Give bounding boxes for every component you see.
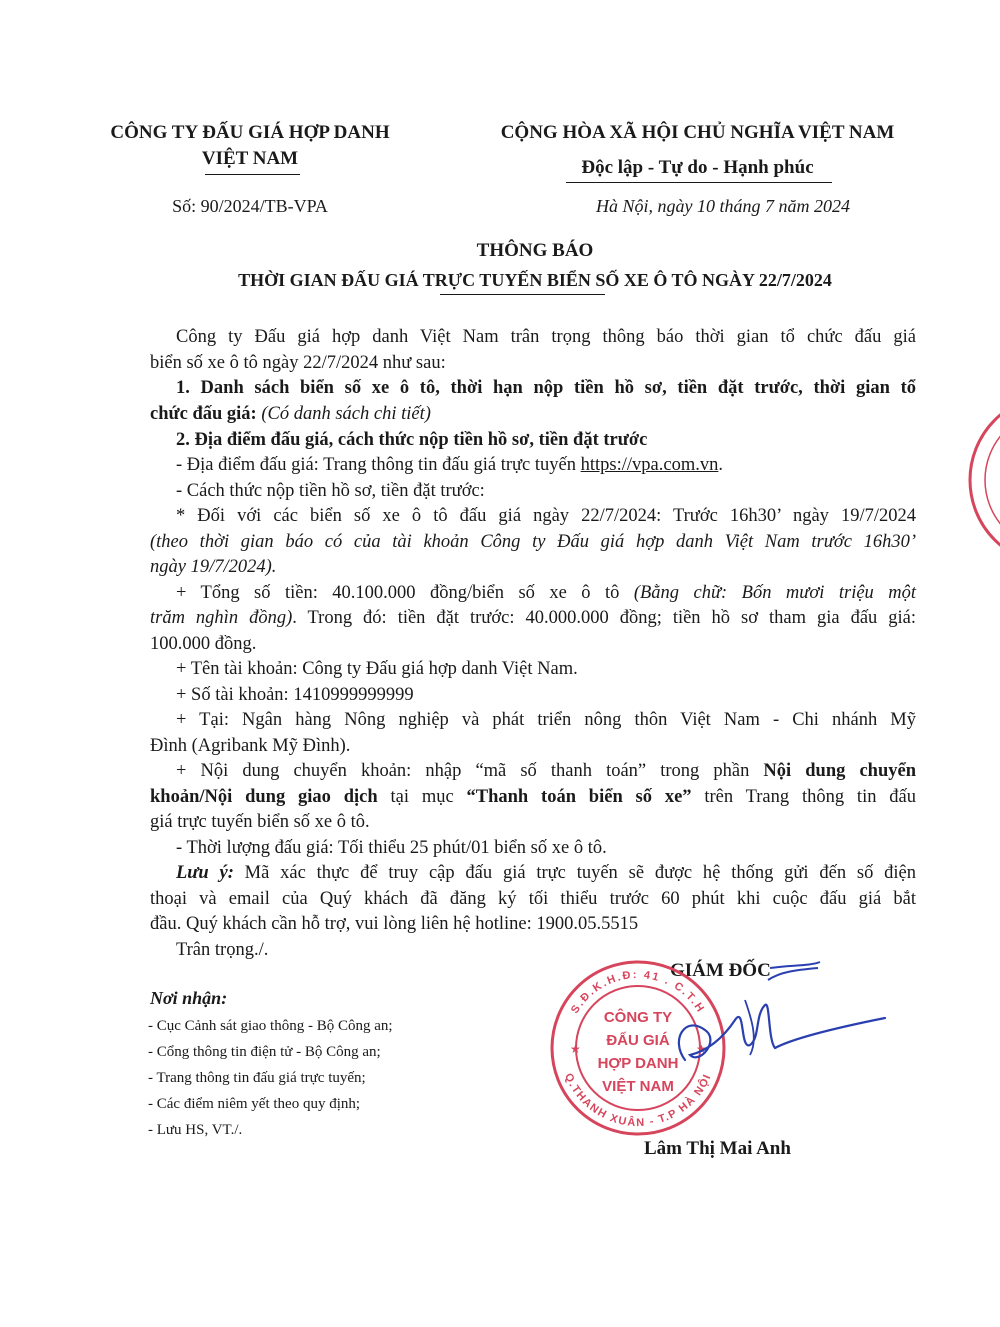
stamp-star: ★	[696, 1042, 707, 1056]
deadline-line-3: ngày 19/7/2024).	[150, 557, 277, 577]
bank-line-2: Đình (Agribank Mỹ Đình).	[150, 736, 351, 756]
total-amount-words: (Bằng chữ: Bốn mươi triệu một	[633, 583, 916, 603]
transfer-instruction: + Nội dung chuyển khoản: nhập “mã số thanh toán” trong phần	[176, 761, 750, 781]
signer-name: Lâm Thị Mai Anh	[644, 1138, 791, 1159]
section-1-heading-line2	[150, 404, 431, 425]
document-title: THÔNG BÁO	[476, 240, 594, 261]
transfer-field: Nội dung chuyển	[763, 761, 917, 781]
organization-name: CÔNG TY ĐẤU GIÁ HỢP DANH	[110, 122, 390, 143]
stamp-ring-top: S.Đ.K.H.Đ: 41 . C.T.H	[568, 968, 707, 1016]
auction-website-link[interactable]: https://vpa.com.vn	[580, 455, 719, 475]
recipients-label: Nơi nhận:	[150, 988, 228, 1008]
note-line-1	[176, 863, 916, 884]
deadline-line-2: (theo thời gian báo có của tài khoản Công ty Đấu giá hợp danh Việt Nam trước 16h30’	[150, 532, 916, 552]
stamp-ring-bottom: Q.THANH XUÂN - T.P HÀ NỘI	[562, 1071, 714, 1130]
document-number: Số: 90/2024/TB-VPA	[172, 196, 328, 216]
stamp-star: ★	[570, 1042, 581, 1056]
organization-name-line2: VIỆT NAM	[201, 148, 299, 169]
auction-location	[176, 455, 723, 476]
total-amount: + Tổng số tiền: 40.100.000 đồng/biển số xe ô tô	[176, 583, 620, 603]
closing-line: Trân trọng./.	[176, 940, 269, 960]
section-2-heading: 2. Địa điểm đấu giá, cách thức nộp tiền hồ sơ, tiền đặt trước	[176, 430, 648, 450]
country-heading: CỘNG HÒA XÃ HỘI CHỦ NGHĨA VIỆT NAM	[500, 122, 895, 143]
section-1-heading-end: chức đấu giá:	[150, 404, 257, 424]
auction-location-end: .	[718, 455, 723, 475]
stamp-text-line: ĐẤU GIÁ	[606, 1032, 670, 1049]
note-line-2: thoại và email của Quý khách đã đăng ký tối thiểu trước 60 phút khi cuộc đấu giá bắt	[150, 889, 916, 909]
stamp-text-line: HỢP DANH	[597, 1055, 679, 1072]
handwritten-signature	[650, 960, 900, 1100]
recipient-item: - Cổng thông tin điện tử - Bộ Công an;	[148, 1044, 381, 1060]
transfer-field-end: khoản/Nội dung giao dịch	[150, 787, 378, 807]
recipient-item: - Lưu HS, VT./.	[148, 1122, 243, 1138]
note-label: Lưu ý:	[176, 863, 234, 883]
signer-title: GIÁM ĐỐC	[670, 960, 771, 981]
payment-method-heading: - Cách thức nộp tiền hồ sơ, tiền đặt trước:	[176, 481, 485, 501]
document-subtitle: THỜI GIAN ĐẤU GIÁ TRỰC TUYẾN BIỂN SỐ XE Ô TÔ NGÀY 22/7/2024	[238, 270, 832, 290]
intro-line-1: Công ty Đấu giá hợp danh Việt Nam trân trọng thông báo thời gian tổ chức đấu giá	[176, 327, 916, 347]
recipient-item: - Cục Cảnh sát giao thông - Bộ Công an;	[148, 1018, 393, 1034]
total-amount-line-1	[176, 583, 916, 604]
intro-line-2: biển số xe ô tô ngày 22/7/2024 như sau:	[150, 353, 446, 373]
edge-seal-fragment	[960, 390, 1000, 570]
note-line-3: đầu. Quý khách cần hỗ trợ, vui lòng liên hệ hotline: 1900.05.5515	[150, 914, 639, 934]
motto-underline	[566, 182, 832, 183]
account-name: + Tên tài khoản: Công ty Đấu giá hợp danh Việt Nam.	[176, 659, 578, 679]
stamp-text-line: CÔNG TY	[603, 1009, 673, 1026]
recipient-item: - Các điểm niêm yết theo quy định;	[148, 1096, 361, 1112]
bank-line-1: + Tại: Ngân hàng Nông nghiệp và phát triển nông thôn Việt Nam - Chi nhánh Mỹ	[176, 710, 916, 730]
transfer-section-label: tại mục	[390, 787, 454, 807]
total-amount-line-2	[150, 608, 916, 629]
total-amount-words-end: trăm nghìn đồng)	[150, 608, 293, 628]
deadline-line-1: * Đối với các biển số xe ô tô đấu giá ngày 22/7/2024: Trước 16h30’ ngày 19/7/2024	[176, 506, 916, 526]
account-number: + Số tài khoản: 1410999999999	[176, 685, 414, 705]
deposit-breakdown: . Trong đó: tiền đặt trước: 40.000.000 đồng; tiền hồ sơ tham gia đấu giá:	[292, 608, 917, 628]
recipient-item: - Trang thông tin đấu giá trực tuyến;	[148, 1070, 366, 1086]
national-motto: Độc lập - Tự do - Hạnh phúc	[581, 157, 814, 178]
date-line: Hà Nội, ngày 10 tháng 7 năm 2024	[596, 196, 850, 216]
auction-duration: - Thời lượng đấu giá: Tối thiểu 25 phút/01 biển số xe ô tô.	[176, 838, 607, 858]
stamp-text-line: VIỆT NAM	[602, 1078, 674, 1095]
note-text: Mã xác thực để truy cập đấu giá trực tuyến sẽ được hệ thống gửi đến số điện	[244, 863, 917, 883]
transfer-section-name: “Thanh toán biển số xe”	[466, 787, 692, 807]
auction-location-label: - Địa điểm đấu giá: Trang thông tin đấu giá trực tuyến	[176, 455, 576, 475]
transfer-line-3: giá trực tuyến biển số xe ô tô.	[150, 812, 370, 832]
org-underline	[205, 174, 300, 175]
transfer-line-2	[150, 787, 916, 808]
section-1-heading: 1. Danh sách biển số xe ô tô, thời hạn nộp tiền hồ sơ, tiền đặt trước, thời gian tổ	[176, 378, 916, 398]
title-underline	[440, 294, 605, 295]
transfer-site: trên Trang thông tin đấu	[704, 787, 917, 807]
transfer-line-1	[176, 761, 916, 782]
section-1-note: (Có danh sách chi tiết)	[261, 404, 431, 424]
total-amount-line-3: 100.000 đồng.	[150, 634, 257, 654]
